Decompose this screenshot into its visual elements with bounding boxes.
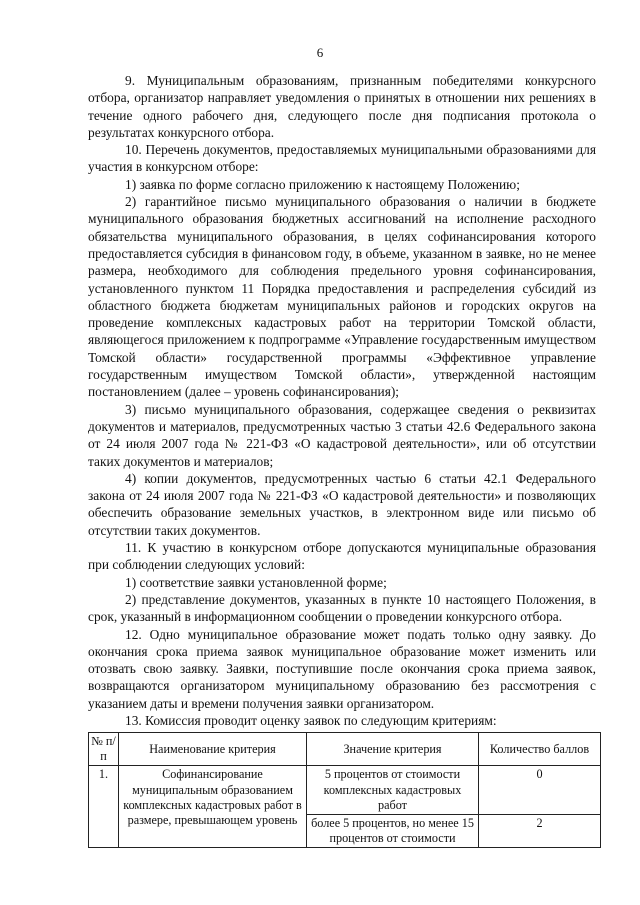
paragraph: 12. Одно муниципальное образование может подать только одну заявку. До окончания срока приема заявок муниципальное образование может изменить или отозвать свою заявку. Заявки, поступившие после окончания срока приема заявок, возвращаются организатором муниципальному образованию без рассмотрения с указанием даты и времени получения заявки организатором. bbox=[88, 626, 596, 711]
paragraph: 11. К участию в конкурсном отборе допускаются муниципальные образования при соблюдении следующих условий: bbox=[88, 540, 596, 573]
cell-score: 0 bbox=[479, 766, 601, 815]
header-name: Наименование критерия bbox=[119, 733, 307, 766]
cell-name: Софинансирование муниципальным образованием комплексных кадастровых работ в размере, превышающем уровень bbox=[119, 766, 307, 848]
paragraph: 1) соответствие заявки установленной форме; bbox=[125, 574, 387, 590]
paragraph: 2) представление документов, указанных в пункте 10 настоящего Положения, в срок, указанный в информационном сообщении о проведении конкурсного отбора. bbox=[88, 591, 596, 625]
cell-num: 1. bbox=[89, 766, 119, 848]
criteria-table bbox=[88, 732, 601, 848]
page-number: 6 bbox=[316, 45, 324, 60]
cell-value: 5 процентов от стоимости комплексных кадастровых работ bbox=[307, 766, 479, 815]
paragraph: 13. Комиссия проводит оценку заявок по следующим критериям: bbox=[125, 712, 497, 728]
table-row bbox=[89, 766, 601, 815]
document-body bbox=[88, 72, 596, 729]
paragraph: 9. Муниципальным образованиям, признанным победителями конкурсного отбора, организатор направляет уведомления о принятых в отношении них решениях в течение одного рабочего дня, следующего после дня подписания протокола о результатах конкурсного отбора. bbox=[88, 73, 596, 140]
paragraph: 2) гарантийное письмо муниципального образования о наличии в бюджете муниципального образования бюджетных ассигнований на исполнение расходного обязательства муниципального образования, в целях софинансирования которого предоставляется субсидия в финансовом году, в объеме, указанном в заявке, но не менее размера, необходимого для соблюдения предельного уровня софинансирования, установленного пунктом 11 Порядка предоставления и распределения субсидий из областного бюджета бюджетам муниципальных районов и городских округов на проведение комплексных кадастровых работ на территории Томской области, являющегося приложением к подпрограмме «Управление государственным имуществом Томской области» государственной программы «Эффективное управление государственным имуществом Томской области», утвержденной настоящим постановлением (далее – уровень софинансирования); bbox=[88, 194, 596, 400]
table-header-row bbox=[89, 733, 601, 766]
paragraph: 4) копии документов, предусмотренных частью 6 статьи 42.1 Федерального закона от 24 июля 2007 года № 221-ФЗ «О кадастровой деятельности» и позволяющих обеспечить образование земельных участков, в электронном виде или письмо об отсутствии таких документов. bbox=[88, 470, 596, 538]
cell-value: более 5 процентов, но менее 15 процентов от стоимости bbox=[307, 815, 479, 848]
header-value: Значение критерия bbox=[307, 733, 479, 766]
paragraph: 10. Перечень документов, предоставляемых муниципальными образованиями для участия в конкурсном отборе: bbox=[88, 142, 596, 175]
header-num: № п/п bbox=[89, 733, 119, 766]
paragraph: 3) письмо муниципального образования, содержащее сведения о реквизитах документов и материалов, предусмотренных частью 3 статьи 42.6 Федерального закона от 24 июля 2007 года № 221-ФЗ «О кадастровой деятельности», или об отсутствии таких документов и материалов; bbox=[88, 401, 596, 469]
header-score: Количество баллов bbox=[479, 733, 601, 766]
paragraph: 1) заявка по форме согласно приложению к настоящему Положению; bbox=[125, 176, 520, 192]
cell-score: 2 bbox=[479, 815, 601, 848]
